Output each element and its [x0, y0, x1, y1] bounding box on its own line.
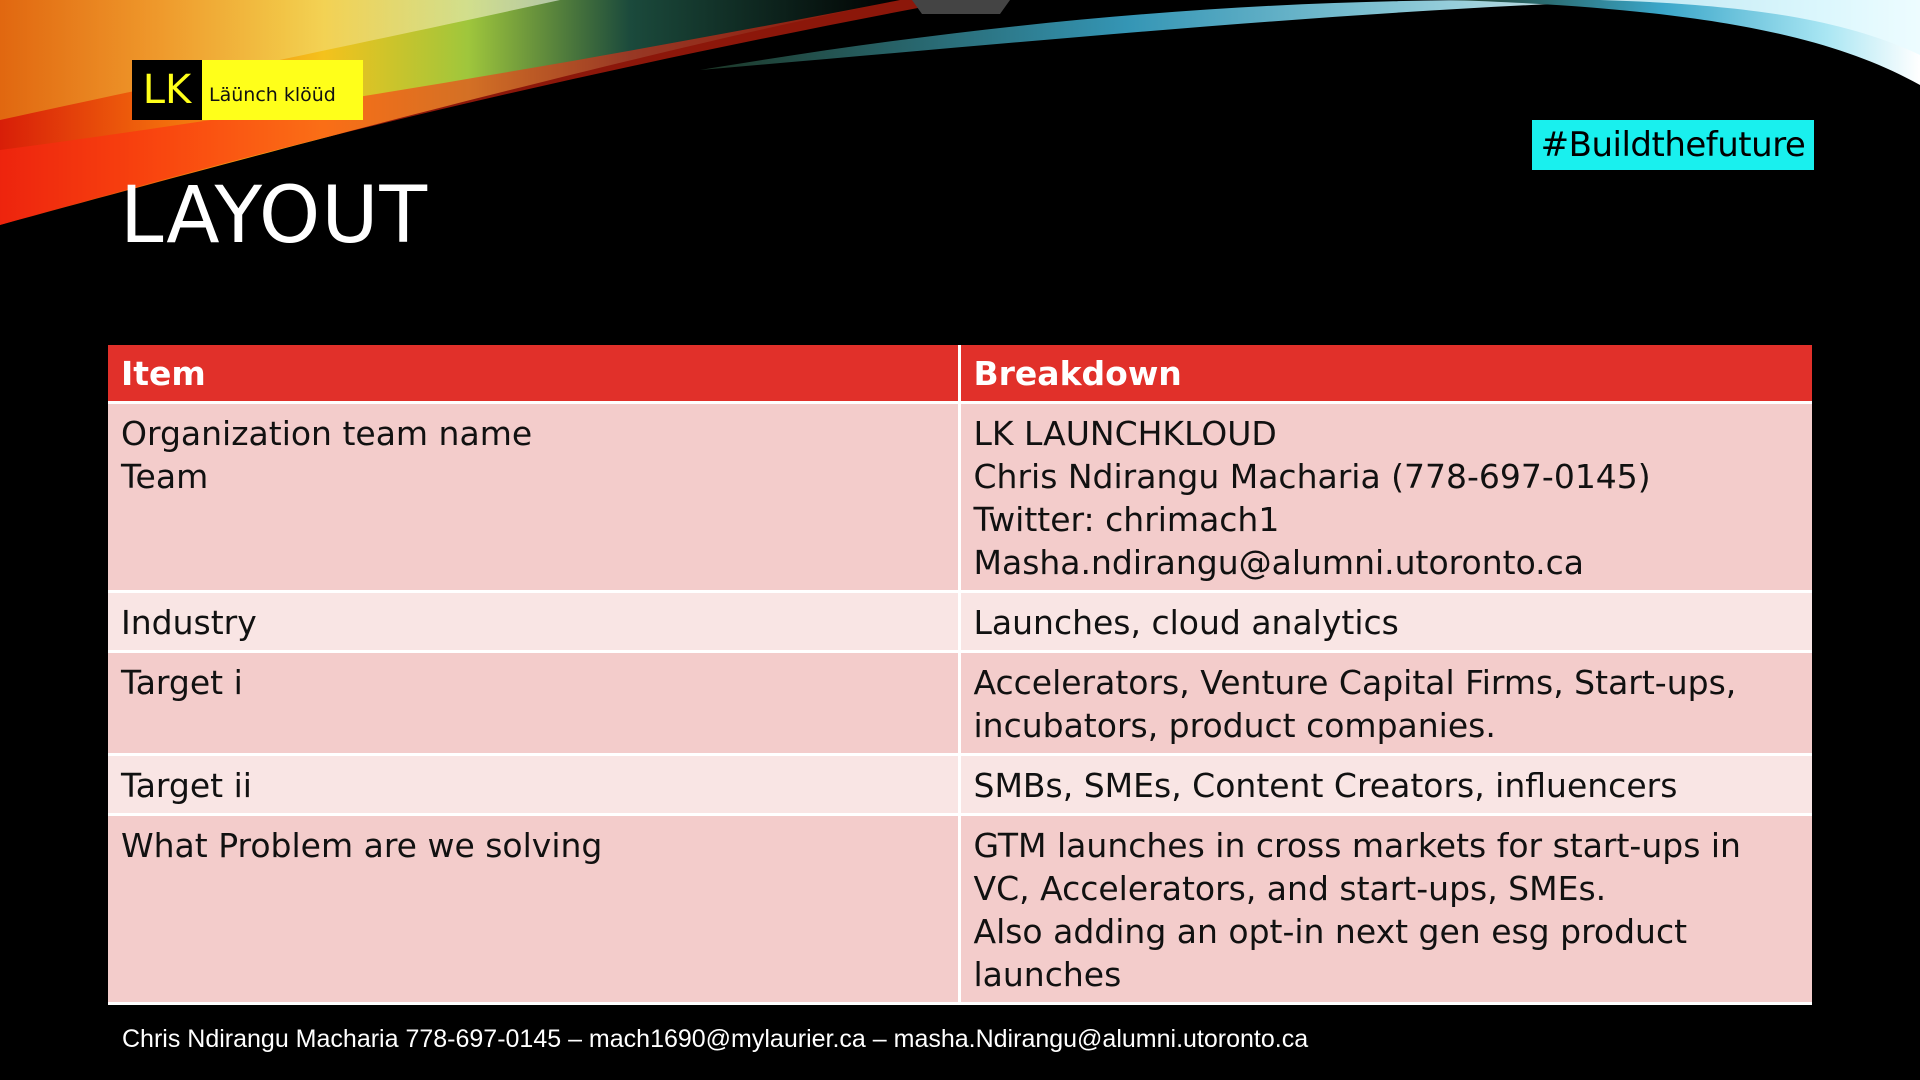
logo-mark: LK — [132, 60, 202, 120]
footer-contact-line: Chris Ndirangu Macharia 778-697-0145 – mach1690@mylaurier.ca – masha.Ndirangu@alumni.utoronto.ca — [122, 1025, 1309, 1053]
column-header-item: Item — [108, 345, 959, 403]
breakdown-text: Also adding an opt-in next gen esg product launches — [973, 912, 1688, 994]
breakdown-text: Masha.ndirangu@alumni.utoronto.ca — [973, 543, 1585, 582]
breakdown-cell — [959, 815, 1812, 1004]
table-row — [108, 815, 1812, 1004]
breakdown-cell — [959, 403, 1812, 592]
hashtag-badge: #Buildthefuture — [1532, 120, 1814, 170]
breakdown-text: Chris Ndirangu Macharia (778-697-0145) — [973, 457, 1651, 496]
item-text: Target i — [121, 663, 243, 702]
layout-table — [108, 345, 1812, 1005]
item-cell — [108, 815, 959, 1004]
layout-table-container — [108, 345, 1812, 995]
breakdown-text: Launches, cloud analytics — [973, 603, 1399, 642]
table-header-row — [108, 345, 1812, 403]
item-text: Team — [121, 457, 209, 496]
table-row — [108, 652, 1812, 755]
column-header-breakdown: Breakdown — [959, 345, 1812, 403]
breakdown-text: Twitter: chrimach1 — [973, 500, 1280, 539]
item-cell — [108, 403, 959, 592]
item-text: Target ii — [121, 766, 252, 805]
table-row — [108, 755, 1812, 815]
item-text: Organization team name — [121, 414, 533, 453]
logo-wordmark: Läünch klöüd — [209, 84, 336, 106]
table-row — [108, 592, 1812, 652]
breakdown-text: Accelerators, Venture Capital Firms, Start-ups, incubators, product companies. — [973, 663, 1737, 745]
breakdown-text: GTM launches in cross markets for start-ups in VC, Accelerators, and start-ups, SMEs. — [973, 826, 1741, 908]
breakdown-text: LK LAUNCHKLOUD — [973, 414, 1277, 453]
brand-logo — [132, 60, 363, 120]
item-cell — [108, 592, 959, 652]
breakdown-text: SMBs, SMEs, Content Creators, influencers — [973, 766, 1678, 805]
breakdown-cell — [959, 592, 1812, 652]
breakdown-cell — [959, 755, 1812, 815]
item-text: Industry — [121, 603, 257, 642]
page-title: LAYOUT — [120, 171, 429, 261]
breakdown-cell — [959, 652, 1812, 755]
item-cell — [108, 652, 959, 755]
item-text: What Problem are we solving — [121, 826, 603, 865]
item-cell — [108, 755, 959, 815]
table-row — [108, 403, 1812, 592]
